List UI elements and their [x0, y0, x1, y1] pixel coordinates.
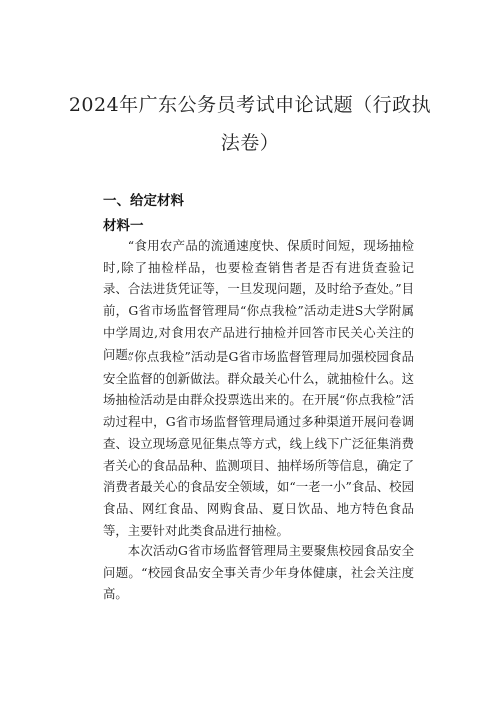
- paragraph-3: 本次活动G省市场监督管理局主要聚焦校园食品安全问题。“校园食品安全事关青少年身体健康，社会关注度高。: [103, 543, 414, 602]
- material-heading: 材料一: [103, 218, 144, 234]
- document-title-line-1: 2024年广东公务员考试申论试题（行政执: [68, 94, 432, 116]
- paragraph-2: “你点我检”活动是G省市场监督管理局加强校园食品安全监督的创新做法。群众最关心什么，就抽检什么。这场抽检活动是由群众投票选出来的。在开展“你点我检”活动过程中，G省市场监督管理局通过多种渠道开展问卷调查、设立现场意见征集点等方式，线上线下广泛征集消费者关心的食品品种、监测项目、抽样场所等信息，确定了消费者最关心的食品安全领域，如“一老一小”食品、校园食品、网红食品、网购食品、夏日饮品、地方特色食品等，主要针对此类食品进行抽检。: [103, 349, 414, 538]
- section-heading: 一、给定材料: [103, 193, 184, 209]
- document-title-line-2: 法卷）: [220, 132, 280, 154]
- paragraph-1: “食用农产品的流通速度快、保质时间短，现场抽检时,除了抽检样品，也要检查销售者是否有进货查验记录、合法进货凭证等，一旦发现问题，及时给予查处。”目前，G省市场监督管理局“你点我检”活动走进S大学附属中学周边,对食用农产品进行抽检并回答市民关心关注的问题。: [103, 238, 414, 362]
